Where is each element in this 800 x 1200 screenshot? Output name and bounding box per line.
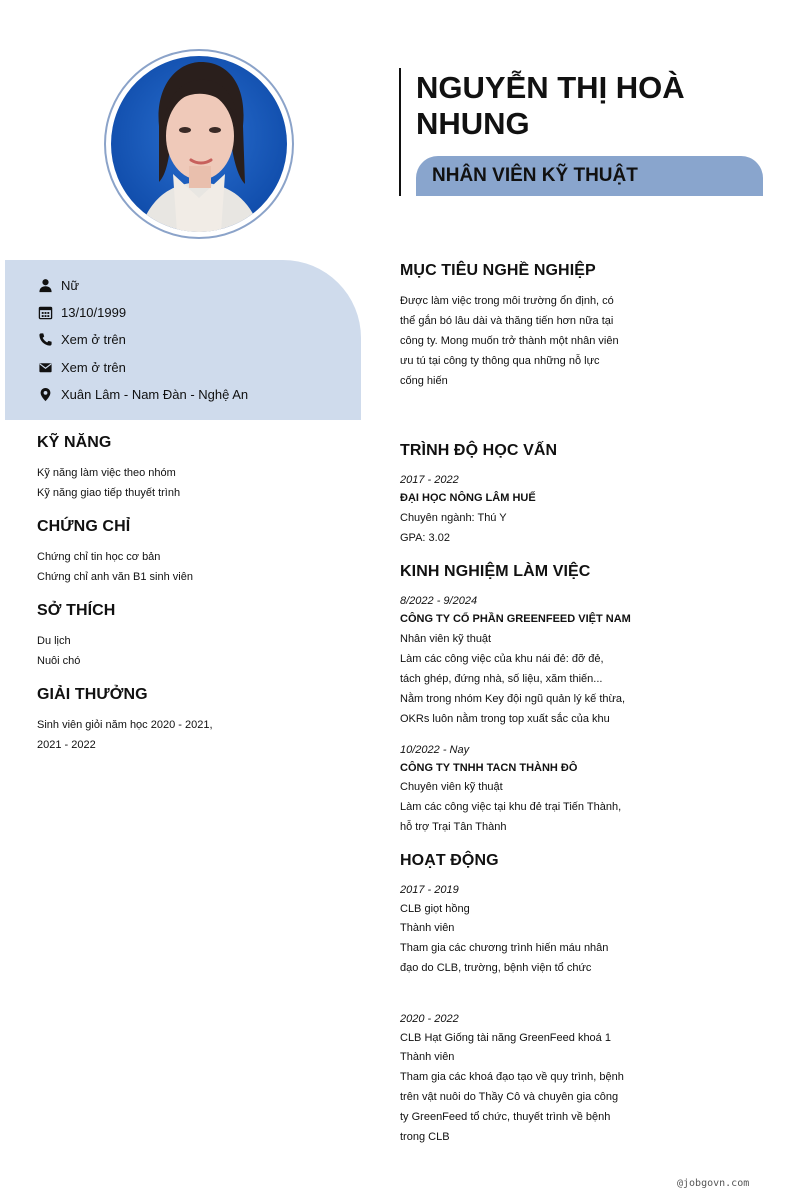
activity-detail-line: đạo do CLB, trường, bệnh viện tổ chức [400,962,592,974]
job-period: 10/2022 - Nay [400,744,470,756]
certificates-heading: CHỨNG CHỈ [37,518,131,535]
gender-value: Nữ [61,277,80,293]
contact-birthday [38,302,126,322]
hobbies-heading: SỞ THÍCH [37,602,116,619]
activity-period: 2020 - 2022 [400,1013,459,1025]
education-gpa: GPA: 3.02 [400,532,450,544]
contact-address [38,384,248,404]
objective-line: công ty. Mong muốn trở thành một nhân viên [400,335,619,347]
activity-org: CLB Hạt Giống tài năng GreenFeed khoá 1 [400,1032,611,1044]
objective-line: cống hiến [400,375,448,387]
name-accent-bar [399,68,401,196]
job-detail-line: Làm các công việc của khu nái đẻ: đỡ đẻ, [400,653,604,665]
job-detail-line: hỗ trợ Trại Tân Thành [400,821,507,833]
job-detail-line: tách ghép, đứng nhà, số liệu, xăm thiến... [400,673,603,685]
activity-role: Thành viên [400,922,455,934]
experience-heading: KINH NGHIỆM LÀM VIỆC [400,563,591,580]
contact-email [38,357,126,377]
education-heading: TRÌNH ĐỘ HỌC VẤN [400,442,558,459]
contact-phone [38,329,126,349]
objective-line: ưu tú tại công ty thông qua những nỗ lực [400,355,600,367]
hobby-item: Nuôi chó [37,655,81,667]
job-title-badge: NHÂN VIÊN KỸ THUẬT [416,156,763,196]
job-company: CÔNG TY CỔ PHẦN GREENFEED VIỆT NAM [400,613,631,625]
awards-heading: GIẢI THƯỞNG [37,686,148,703]
award-line: Sinh viên giỏi năm học 2020 - 2021, [37,719,213,731]
certificate-item: Chứng chỉ tin học cơ bản [37,551,161,563]
award-line: 2021 - 2022 [37,739,96,751]
phone-value: Xem ở trên [61,331,126,347]
job-detail-line: Nằm trong nhóm Key đội ngũ quản lý kế thừa, [400,693,626,705]
calendar-icon [38,305,53,320]
activity-detail-line: trong CLB [400,1131,450,1143]
activity-detail-line: Tham gia các chương trình hiến máu nhân [400,942,609,954]
activity-role: Thành viên [400,1051,455,1063]
birthday-value: 13/10/1999 [61,304,127,320]
activity-detail-line: trên vật nuôi do Thầy Cô và chuyên gia công [400,1091,619,1103]
activity-detail-line: Tham gia các khoá đạo tạo về quy trình, bệnh [400,1071,624,1083]
education-school: ĐẠI HỌC NÔNG LÂM HUẾ [400,492,536,504]
objective-line: thể gắn bó lâu dài và thăng tiến hơn nữa tại [400,315,614,327]
activity-org: CLB giọt hồng [400,903,470,915]
contact-gender [38,275,79,295]
certificate-item: Chứng chỉ anh văn B1 sinh viên [37,571,193,583]
skill-item: Kỹ năng làm việc theo nhóm [37,467,176,479]
address-value: Xuân Lâm - Nam Đàn - Nghệ An [61,386,249,402]
skills-heading: KỸ NĂNG [37,434,112,451]
education-period: 2017 - 2022 [400,474,459,486]
objective-heading: MỤC TIÊU NGHỀ NGHIỆP [400,262,596,279]
avatar [111,56,287,232]
skill-item: Kỹ năng giao tiếp thuyết trình [37,487,181,499]
job-detail-line: OKRs luôn nằm trong top xuất sắc của khu [400,713,610,725]
objective-line: Được làm việc trong môi trường ổn định, có [400,295,614,307]
job-position: Chuyên viên kỹ thuật [400,781,503,793]
job-position: Nhân viên kỹ thuật [400,633,492,645]
education-major: Chuyên ngành: Thú Y [400,512,507,524]
envelope-icon [38,360,53,375]
location-pin-icon [38,387,53,402]
person-icon [38,278,53,293]
activity-period: 2017 - 2019 [400,884,459,896]
phone-icon [38,332,53,347]
job-company: CÔNG TY TNHH TACN THÀNH ĐÔ [400,762,578,774]
portrait-image [111,56,287,232]
email-value: Xem ở trên [61,359,126,375]
job-detail-line: Làm các công việc tại khu đẻ trại Tiến Thành, [400,801,622,813]
activity-detail-line: ty GreenFeed tổ chức, thuyết trình về bệnh [400,1111,611,1123]
activities-heading: HOẠT ĐỘNG [400,852,499,869]
watermark: @jobgovn.com [677,1178,750,1189]
full-name: NGUYỄN THỊ HOÀ NHUNG [416,70,685,141]
hobby-item: Du lịch [37,635,71,647]
job-period: 8/2022 - 9/2024 [400,595,478,607]
